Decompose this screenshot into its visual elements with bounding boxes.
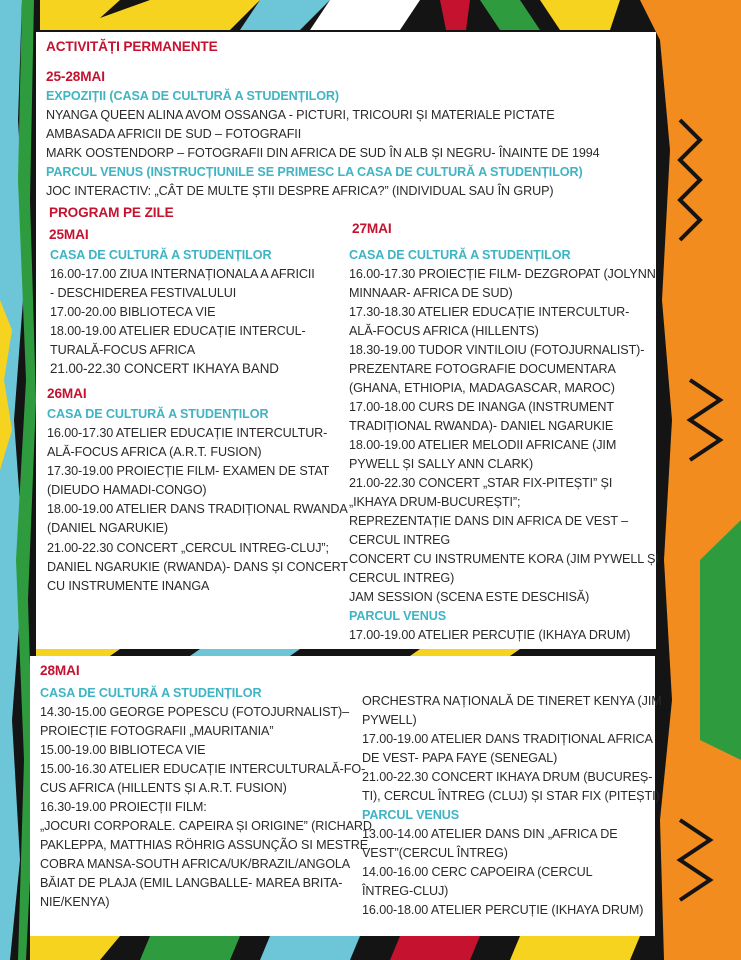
day27-line: JAM SESSION (SCENA ESTE DESCHISĂ) — [349, 590, 590, 604]
exhibition-line: MARK OOSTENDORP – FOTOGRAFII DIN AFRICA DE SUD ÎN ALB ȘI NEGRU- ÎNAINTE DE 1994 — [46, 146, 600, 160]
day28-left-line: 16.30-19.00 PROIECȚII FILM: — [40, 800, 207, 814]
day27-line: CONCERT CU INSTRUMENTE KORA (JIM PYWELL ȘI — [349, 552, 659, 566]
day26-venue: CASA DE CULTURĂ A STUDENȚILOR — [47, 407, 269, 421]
day28-left-line: 14.30-15.00 GEORGE POPESCU (FOTOJURNALIST)– — [40, 705, 350, 719]
park-heading: PARCUL VENUS (INSTRUCȚIUNILE SE PRIMESC LA CASA DE CULTURĂ A STUDENȚILOR) — [46, 165, 583, 179]
day25-venue: CASA DE CULTURĂ A STUDENȚILOR — [50, 248, 272, 262]
day28-left-line: 15.00-19.00 BIBLIOTECA VIE — [40, 743, 206, 757]
day26-line: DANIEL NGARUKIE (RWANDA)- DANS ȘI CONCERT — [47, 560, 348, 574]
exhibition-line: AMBASADA AFRICII DE SUD – FOTOGRAFII — [46, 127, 302, 141]
day26-line: (DIEUDO HAMADI-CONGO) — [47, 483, 207, 497]
day28-park: PARCUL VENUS — [362, 808, 459, 822]
day27-line: 18.30-19.00 TUDOR VINTILOIU (FOTOJURNALIST)- — [349, 343, 645, 357]
day28-left-line: COBRA MANSA-SOUTH AFRICA/UK/BRAZIL/ANGOLA — [40, 857, 351, 871]
day25-line: TURALĂ-FOCUS AFRICA — [50, 343, 196, 357]
day28-park-line: ÎNTREG-CLUJ) — [362, 884, 449, 898]
day28-right-line: 21.00-22.30 CONCERT IKHAYA DRUM (BUCUREȘ- — [362, 770, 653, 784]
day25-date: 25MAI — [49, 227, 89, 242]
day28-park-line: VEST”(CERCUL ÎNTREG) — [362, 846, 508, 860]
day27-line: 21.00-22.30 CONCERT „STAR FIX-PITEȘTI” ȘI — [349, 476, 613, 490]
day28-left-line: „JOCURI CORPORALE. CAPEIRA ȘI ORIGINE” (RICHARD — [40, 819, 372, 833]
day28-right-line: 17.00-19.00 ATELIER DANS TRADIȚIONAL AFRICA — [362, 732, 653, 746]
day25-line: 16.00-17.00 ZIUA INTERNAȚIONALA A AFRICII — [50, 267, 315, 281]
permanent-dates: 25-28MAI — [46, 69, 105, 84]
day25-line: - DESCHIDEREA FESTIVALULUI — [50, 286, 237, 300]
day26-line: 21.00-22.30 CONCERT „CERCUL INTREG-CLUJ”; — [47, 541, 329, 555]
day28-left-line: NIE/KENYA) — [40, 895, 110, 909]
day27-line: MINNAAR- AFRICA DE SUD) — [349, 286, 513, 300]
exhibition-line: NYANGA QUEEN ALINA AVOM OSSANGA - PICTURI, TRICOURI ȘI MATERIALE PICTATE — [46, 108, 555, 122]
day27-line: 18.00-19.00 ATELIER MELODII AFRICANE (JIM — [349, 438, 617, 452]
section-title-permanent: ACTIVITĂȚI PERMANENTE — [46, 39, 218, 54]
day28-left-line: 15.00-16.30 ATELIER EDUCAȚIE INTERCULTURALĂ-FO- — [40, 762, 366, 776]
day28-park-line: 13.00-14.00 ATELIER DANS DIN „AFRICA DE — [362, 827, 618, 841]
day25-line: 17.00-20.00 BIBLIOTECA VIE — [50, 305, 216, 319]
day28-left-line: PAKLEPPA, MATTHIAS RÖHRIG ASSUNÇÃO SI MESTRE — [40, 838, 368, 852]
day28-park-line: 16.00-18.00 ATELIER PERCUȚIE (IKHAYA DRUM) — [362, 903, 644, 917]
day28-park-line: 14.00-16.00 CERC CAPOEIRA (CERCUL — [362, 865, 593, 879]
day27-line: REPREZENTAȚIE DANS DIN AFRICA DE VEST – — [349, 514, 629, 528]
day27-line: CERCUL INTREG) — [349, 571, 455, 585]
day26-line: 18.00-19.00 ATELIER DANS TRADIȚIONAL RWANDA — [47, 502, 348, 516]
day28-right-line: TI), CERCUL ÎNTREG (CLUJ) ȘI STAR FIX (PITEȘTI) — [362, 789, 660, 803]
day26-line: (DANIEL NGARUKIE) — [47, 521, 168, 535]
day27-line: (GHANA, ETHIOPIA, MADAGASCAR, MAROC) — [349, 381, 615, 395]
day27-park: PARCUL VENUS — [349, 609, 446, 623]
day28-right-line: DE VEST- PAPA FAYE (SENEGAL) — [362, 751, 558, 765]
exhibitions-heading: EXPOZIȚII (CASA DE CULTURĂ A STUDENȚILOR) — [46, 89, 340, 103]
day25-line: 18.00-19.00 ATELIER EDUCAȚIE INTERCUL- — [50, 324, 306, 338]
day27-line: PYWELL ȘI SALLY ANN CLARK) — [349, 457, 534, 471]
day27-date: 27MAI — [352, 221, 392, 236]
day28-left-line: CUS AFRICA (HILLENTS ȘI A.R.T. FUSION) — [40, 781, 287, 795]
day26-line: 16.00-17.30 ATELIER EDUCAȚIE INTERCULTUR- — [47, 426, 328, 440]
day27-line: ALĂ-FOCUS AFRICA (HILLENTS) — [349, 324, 539, 338]
day27-line: 17.30-18.30 ATELIER EDUCAȚIE INTERCULTUR- — [349, 305, 630, 319]
day27-line: PREZENTARE FOTOGRAFIE DOCUMENTARA — [349, 362, 616, 376]
day28-right-line: PYWELL) — [362, 713, 417, 727]
day26-line: CU INSTRUMENTE INANGA — [47, 579, 210, 593]
day28-left-line: BĂIAT DE PLAJA (EMIL LANGBALLE- MAREA BRITA- — [40, 876, 343, 890]
day28-left-line: PROIECȚIE FOTOGRAFII „MAURITANIA” — [40, 724, 274, 738]
day28-right-line: ORCHESTRA NAȚIONALĂ DE TINERET KENYA (JIM — [362, 694, 662, 708]
day27-venue: CASA DE CULTURĂ A STUDENȚILOR — [349, 248, 571, 262]
day27-line: 16.00-17.30 PROIECȚIE FILM- DEZGROPAT (JOLYNN — [349, 267, 656, 281]
game-line: JOC INTERACTIV: „CÂT DE MULTE ȘTII DESPRE AFRICA?” (INDIVIDUAL SAU ÎN GRUP) — [46, 184, 554, 198]
day27-line: 17.00-18.00 CURS DE INANGA (INSTRUMENT — [349, 400, 614, 414]
day25-line: 21.00-22.30 CONCERT IKHAYA BAND — [50, 361, 279, 376]
program-title: PROGRAM PE ZILE — [49, 205, 174, 220]
day27-park-line: 17.00-19.00 ATELIER PERCUȚIE (IKHAYA DRUM) — [349, 628, 631, 642]
day27-line: TRADIȚIONAL RWANDA)- DANIEL NGARUKIE — [349, 419, 614, 433]
day26-line: ALĂ-FOCUS AFRICA (A.R.T. FUSION) — [47, 445, 262, 459]
day28-venue: CASA DE CULTURĂ A STUDENȚILOR — [40, 686, 262, 700]
day28-date: 28MAI — [40, 663, 80, 678]
day27-line: „IKHAYA DRUM-BUCUREȘTI”; — [349, 495, 521, 509]
day26-line: 17.30-19.00 PROIECȚIE FILM- EXAMEN DE STAT — [47, 464, 330, 478]
day27-line: CERCUL INTREG — [349, 533, 451, 547]
day26-date: 26MAI — [47, 386, 87, 401]
